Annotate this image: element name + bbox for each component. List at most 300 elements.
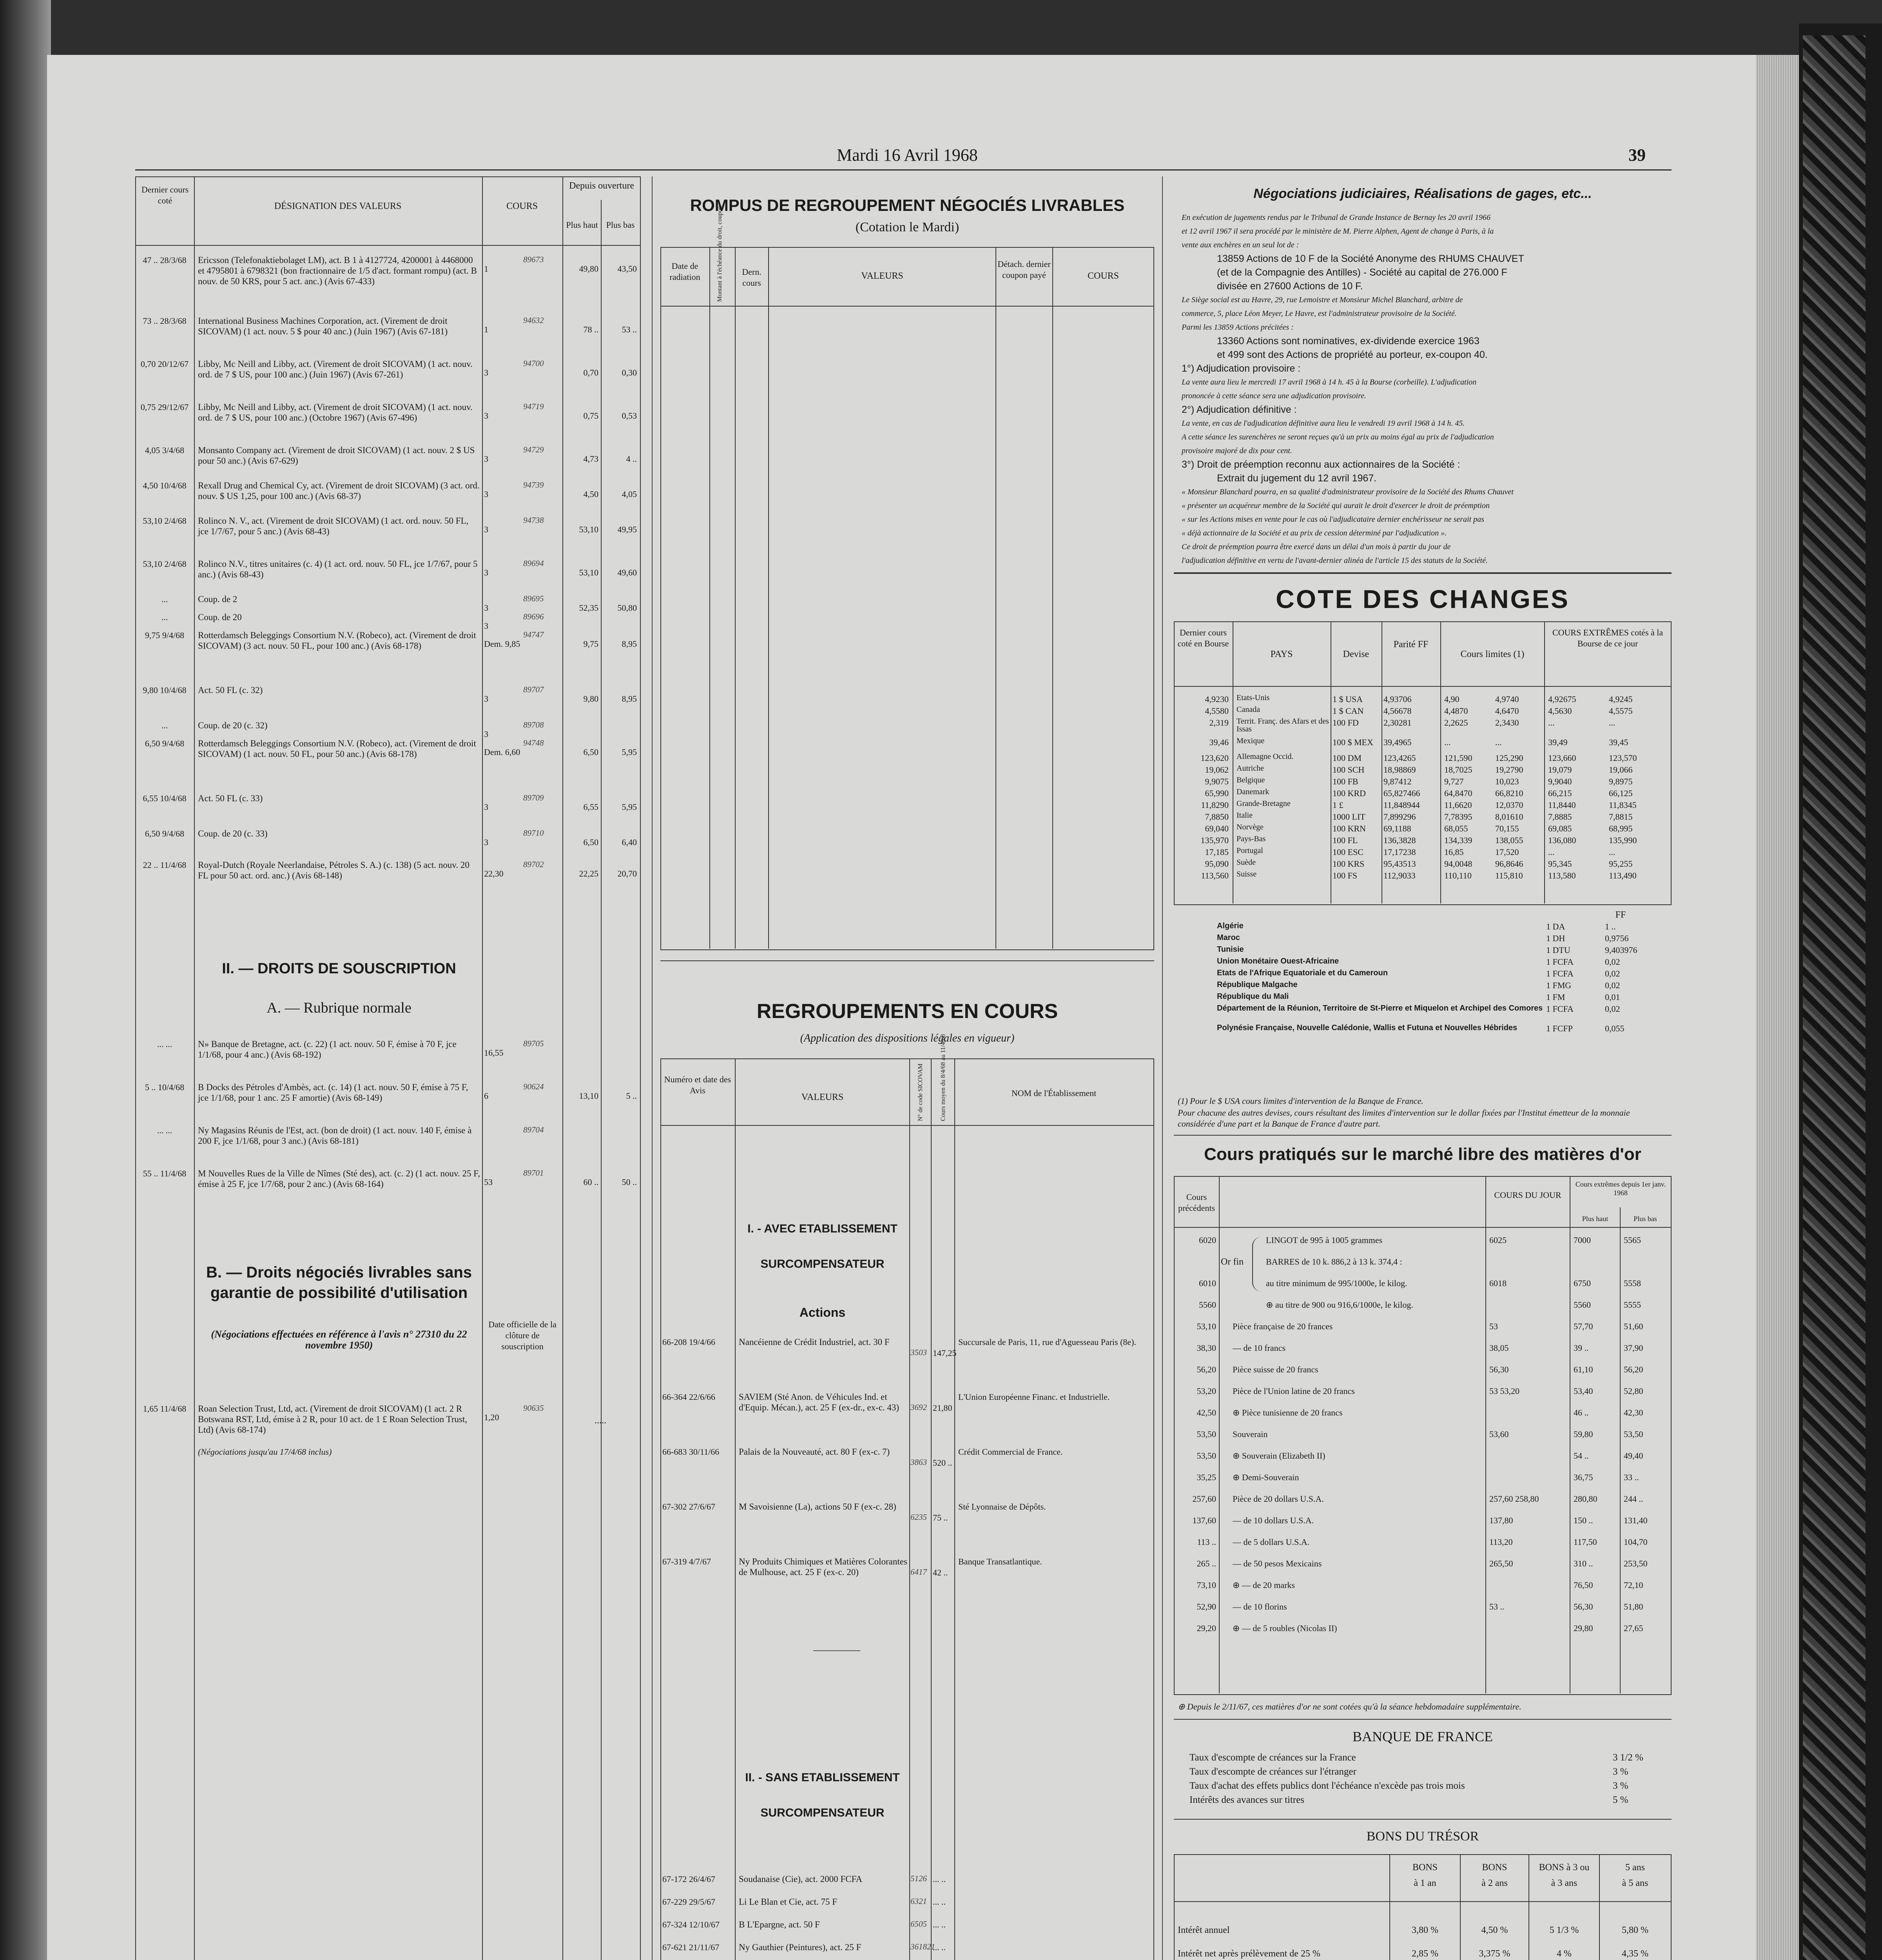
change-limite-bas: 9,727 [1444,777,1464,786]
zone-devise: 1 DA [1546,922,1565,931]
zone-ff: 0,055 [1605,1024,1625,1033]
row-code: 89710 [523,828,544,838]
or-designation: BARRES de 10 k. 886,2 à 13 k. 374,4 : [1266,1257,1402,1267]
bons-value: 4 % [1557,1949,1572,1959]
negociation-line: et 499 sont des Actions de propriété au porteur, ex-coupon 40. [1217,349,1488,360]
or-precedent: 5560 [1199,1300,1216,1310]
rompus-title: ROMPUS DE REGROUPEMENT NÉGOCIÉS LIVRABLES [690,196,1125,214]
or-precedent: 53,50 [1197,1429,1216,1439]
change-ext-2: 95,255 [1609,859,1633,869]
or-plus-haut: 76,50 [1574,1580,1593,1590]
change-ext-1: 9,9040 [1548,777,1572,786]
zone-pays: Tunisie [1217,945,1244,954]
row-cours: 3 [484,524,488,534]
change-dernier: 9,9075 [1205,777,1229,786]
or-jour: 53 .. [1489,1602,1505,1612]
col-plus-bas: Plus bas [606,220,635,230]
or-plus-haut: 61,10 [1574,1365,1593,1374]
or-jour: 53 53,20 [1489,1386,1519,1396]
or-jour: 265,50 [1489,1559,1513,1568]
changes-note-2: Pour chacune des autres devises, cours résultant des limites d'intervention sur le dollar fixées par l'Institut émetteur de la monnaie considérée d'une part et la Banque de France d'autre part. [1178,1108,1630,1129]
row-dernier-cours: 73 .. 28/3/68 [143,316,187,326]
or-plus-bas: 244 .. [1624,1494,1643,1504]
or-plus-haut: 36,75 [1574,1472,1593,1482]
row-code: 94748 [523,738,544,748]
row-plus-haut: 49,80 [579,264,598,274]
or-plus-haut: 5560 [1574,1300,1591,1310]
change-ext-2: ... [1609,847,1615,857]
change-parite: 2,30281 [1383,718,1412,728]
change-parite: 136,3828 [1383,835,1416,845]
negociation-line: Extrait du jugement du 12 avril 1967. [1217,473,1377,484]
row-dernier-cours: ... [161,594,168,604]
negociation-line: et 12 avril 1967 il sera procédé par le ministère de M. Pierre Alphen, Agent de change à Paris, à la [1182,227,1494,236]
or-jour: 6018 [1489,1278,1507,1288]
or-designation: — de 50 pesos Mexicains [1233,1559,1322,1568]
or-plus-bas: 5565 [1624,1235,1641,1245]
row-code: 94719 [523,402,544,411]
regroup-avis: 66-364 22/6/66 [662,1392,716,1402]
change-dernier: 95,090 [1205,859,1229,869]
or-jour: 53,60 [1489,1429,1509,1439]
zone-devise: 1 DTU [1546,945,1570,955]
col-depuis: Depuis ouverture [569,181,634,191]
change-dernier: 2,319 [1209,718,1229,728]
or-designation: LINGOT de 995 à 1005 grammes [1266,1235,1383,1245]
change-devise: 100 DM [1333,753,1362,763]
row-cours: 1 [484,264,488,274]
row-plus-bas: 50,80 [617,603,637,613]
bons-header-line2: à 5 ans [1622,1878,1648,1888]
row-designation: Ericsson (Telefonaktiebolaget LM), act. B 1 à 4127724, 4200001 à 4468000 et 4795801 à 6798321 (bon fractionnaire de 1/5 d'act. formant rompu) (act. B nouv. de 50 KRS, pour 5 act. anc.) (Avis 67-433) [198,255,477,286]
or-plus-bas: 104,70 [1624,1537,1648,1547]
change-devise: 100 FD [1333,718,1359,728]
change-ext-2: 66,125 [1609,788,1633,798]
row-cours: 3 [484,621,488,631]
row-code: 89695 [523,594,544,603]
change-parite: 95,43513 [1383,859,1416,869]
regroup-col-cours: Cours moyen du 8/4/68 au 11/4/68 [940,1034,946,1121]
bons-value: 2,85 % [1412,1949,1438,1959]
zone-ff: 0,02 [1605,969,1620,978]
row-plus-bas: 49,60 [617,568,637,577]
change-limite-haut: 125,290 [1495,753,1523,763]
regroupements-avec-list [660,1337,1154,1611]
or-plus-bas: 37,90 [1624,1343,1643,1353]
zone-pays: République du Mali [1217,992,1289,1001]
or-plus-bas: 56,20 [1624,1365,1643,1374]
zone-pays: Etats de l'Afrique Equatoriale et du Cameroun [1217,969,1388,977]
or-designation: — de 10 francs [1233,1343,1286,1353]
or-plus-bas: 72,10 [1624,1580,1643,1590]
zone-pays: Maroc [1217,933,1240,942]
regroupements-subtitle: (Application des dispositions légales en vigueur) [800,1032,1015,1044]
row-plus-bas: 49,95 [617,524,637,534]
marbled-cover-pattern [1803,35,1866,1960]
row-cours: 53 [484,1177,493,1187]
row-code: 89702 [523,860,544,869]
row-plus-bas: 8,95 [622,694,637,704]
middle-column [660,176,1154,1960]
change-pays: Territ. Franç. des Afars et des Issas [1237,717,1329,733]
negociation-line: Ce droit de préemption pourra être exercé dans un délai d'un mois à partir du jour de [1182,543,1451,551]
change-limite-haut: 66,8210 [1495,788,1523,798]
or-plus-haut: 56,30 [1574,1602,1593,1612]
change-devise: 100 FS [1333,871,1357,880]
row-plus-haut: 52,35 [579,603,598,613]
regroup-avis: 67-229 29/5/67 [662,1897,716,1907]
change-ext-1: 7,8885 [1548,812,1572,822]
row-dernier-cours: ... [161,720,168,730]
rompus-col-cours: COURS [1087,271,1119,281]
change-pays: Belgique [1237,776,1265,784]
row-code: 89673 [523,255,544,264]
section-avec-etablissement: I. - AVEC ETABLISSEMENT SURCOMPENSATEUR [747,1222,897,1270]
or-designation: ⊕ Pièce tunisienne de 20 francs [1233,1408,1343,1417]
row-dernier-cours: 6,50 9/4/68 [145,829,185,838]
row-cours: 1 [484,325,488,334]
row-code: 94700 [523,359,544,368]
negociation-line: 2°) Adjudication définitive : [1182,404,1297,415]
row-plus-haut: 4,73 [583,454,598,464]
row-designation: International Business Machines Corporation, act. (Virement de droit SICOVAM) (1 act. nouv. 5 $ pour 40 anc.) (Juin 1967) (Avis 67-181) [198,316,448,336]
rompus-col-dern: Dern. cours [742,267,762,288]
change-devise: 100 SCH [1333,765,1365,775]
change-limite-haut: 2,3430 [1495,718,1519,728]
negociation-line: Parmi les 13859 Actions précitées : [1182,323,1294,332]
negociation-line: provisoire majoré de dix pour cent. [1182,446,1292,455]
row-code: 94739 [523,480,544,490]
change-limite-bas: 68,055 [1444,824,1468,833]
change-ext-2: 123,570 [1609,753,1637,763]
row-cours: 22,30 [484,869,504,878]
row-cours: Dem. 9,85 [484,639,520,649]
change-ext-2: 19,066 [1609,765,1633,775]
row-cours: 3 [484,802,488,812]
foreign-stock-list [135,255,641,921]
or-jour: 53 [1489,1321,1498,1331]
subsection-b-title: B. — Droits négociés livrables sans garantie de possibilité d'utilisation [206,1264,472,1301]
or-precedent: 53,20 [1197,1386,1216,1396]
or-designation: Pièce suisse de 20 francs [1233,1365,1318,1374]
or-designation: ⊕ Souverain (Elizabeth II) [1233,1451,1325,1461]
right-column [1174,176,1672,1960]
or-plus-bas: 253,50 [1624,1559,1648,1568]
change-ext-1: ... [1548,847,1555,857]
or-plus-haut: 6750 [1574,1278,1591,1288]
bons-title: BONS DU TRÉSOR [1366,1829,1479,1844]
row-plus-bas: 50 .. [622,1177,637,1187]
change-limite-haut: 19,2790 [1495,765,1523,775]
change-dernier: 7,8850 [1205,812,1229,822]
regroup-code: 5126 [910,1874,927,1883]
row-plus-bas: 53 .. [622,325,637,334]
row-designation: Rexall Drug and Chemical Cy, act. (Virement de droit SICOVAM) (3 act. ord. nouv. $ US 1,25, pour 100 anc.) (Avis 68-37) [198,481,480,501]
change-pays: Italie [1237,811,1253,820]
or-precedent: 38,30 [1197,1343,1216,1353]
or-plus-bas: 51,60 [1624,1321,1643,1331]
change-limite-bas: 110,110 [1444,871,1472,880]
or-precedent: 257,60 [1192,1494,1216,1504]
row-designation: Monsanto Company act. (Virement de droit SICOVAM) (1 act. nouv. 2 $ US pour 50 anc.) (Avis 67-629) [198,445,475,466]
row-plus-haut: 6,55 [583,802,598,812]
zone-ff: 9,403976 [1605,945,1637,955]
row-plus-bas: 0,30 [622,368,637,377]
row-code: 94738 [523,515,544,525]
negociation-line: La vente, en cas de l'adjudication définitive aura lieu le vendredi 19 avril 1968 à 14 h. 45. [1182,419,1465,428]
row-code: 94729 [523,445,544,454]
or-plus-haut: 57,70 [1574,1321,1593,1331]
row-plus-haut: 6,50 [583,747,598,757]
change-devise: 100 KRD [1333,788,1366,798]
or-jour: 56,30 [1489,1365,1509,1374]
bons-header-line2: à 3 ans [1551,1878,1577,1888]
row-plus-haut: 0,75 [583,411,598,421]
row-plus-haut: 78 .. [583,325,598,334]
change-ext-1: 4,92675 [1548,694,1576,704]
row-plus-haut: 60 .. [583,1177,598,1187]
change-devise: 1000 LIT [1333,812,1365,822]
zone-ff: 1 .. [1605,922,1616,931]
regroup-cours: 520 .. [933,1458,952,1468]
change-pays: Autriche [1237,764,1264,773]
row-dernier-cours: 6,55 10/4/68 [143,793,187,803]
change-limite-bas: ... [1444,737,1451,747]
negociation-line: (et de la Compagnie des Antilles) - Société au capital de 276.000 F [1217,267,1507,278]
bdf-value: 3 % [1613,1780,1628,1791]
rompus-col-date: Date de radiation [669,261,700,282]
bons-row-label: Intérêt annuel [1178,1925,1230,1935]
or-designation: ⊕ Demi-Souverain [1233,1472,1299,1482]
zone-devise: 1 FCFA [1546,957,1574,967]
zone-pays: Polynésie Française, Nouvelle Calédonie, Wallis et Futuna et Nouvelles Hébrides [1217,1024,1518,1032]
regroupements-title: REGROUPEMENTS EN COURS [756,1000,1058,1023]
change-devise: 100 $ MEX [1333,737,1373,747]
or-precedent: 6020 [1199,1235,1216,1245]
ff-label: FF [1615,910,1626,920]
change-dernier: 11,8290 [1201,800,1229,810]
regroup-valeur: M Savoisienne (La), actions 50 F (ex-c. 28) [739,1502,896,1512]
change-ext-1: 113,580 [1548,871,1576,880]
change-pays: Danemark [1237,788,1269,796]
row-designation: Coup. de 20 (c. 32) [198,720,268,730]
row-code: 94632 [523,316,544,325]
bons-value: 4,50 % [1481,1925,1508,1935]
or-precedent: 35,25 [1197,1472,1216,1482]
row-cours: 3 [484,568,488,577]
change-limite-haut: 4,6470 [1495,706,1519,716]
regroup-valeur: Nancéienne de Crédit Industriel, act. 30 F [739,1337,890,1347]
zone-ff: 0,02 [1605,1004,1620,1014]
bons-value: 3,80 % [1412,1925,1438,1935]
row-dernier-cours: ... [161,612,168,622]
zone-devise: 1 FMG [1546,980,1572,990]
row-dernier-cours: 22 .. 11/4/68 [143,860,187,870]
bdf-title: BANQUE DE FRANCE [1352,1729,1493,1744]
bons-rows [1174,1901,1672,1960]
page-edges [1756,55,1799,1960]
changes-col-limites: Cours limites (1) [1460,649,1525,659]
change-ext-2: 135,990 [1609,835,1637,845]
row-dernier-cours: 1,65 11/4/68 [143,1404,187,1414]
change-limite-haut: 17,520 [1495,847,1519,857]
regroup-cours: ... .. [933,1874,946,1884]
actions-label: Actions [799,1305,846,1319]
negociation-line: commerce, 5, place Léon Meyer, Le Havre, est l'administrateur provisoire de la Société. [1182,309,1457,318]
regroup-avis: 66-208 19/4/66 [662,1337,716,1347]
change-limite-bas: 94,0048 [1444,859,1472,869]
row-designation: Roan Selection Trust, Ltd, act. (Virement de droit SICOVAM) (1 act. 2 R Botswana RST, Ltd, émise à 2 R, pour 10 act. de 1 £ Roan Selection Trust, Ltd) (Avis 68-174) [198,1404,467,1435]
regroup-etab: Crédit Commercial de France. [958,1447,1063,1457]
row-dernier-cours: 53,10 2/4/68 [143,559,187,569]
bons-header-line1: 5 ans [1625,1862,1645,1873]
zone-ff: 0,9756 [1605,933,1629,943]
row-designation: N» Banque de Bretagne, act. (c. 22) (1 act. nouv. 50 F, émise à 70 F, jce 1/1/68, pour 4 anc.) (Avis 68-192) [198,1039,457,1060]
regroupements-sans-list [660,1874,1154,1960]
regroup-valeur: Palais de la Nouveauté, act. 80 F (ex-c. 7) [739,1447,890,1457]
change-limite-bas: 18,7025 [1444,765,1472,775]
change-limite-bas: 16,85 [1444,847,1464,857]
row-designation: Act. 50 FL (c. 33) [198,793,263,803]
or-plus-bas: 5558 [1624,1278,1641,1288]
or-plus-haut: 310 .. [1574,1559,1593,1568]
regroup-avis: 67-319 4/7/67 [662,1557,711,1566]
or-precedent: 73,10 [1197,1580,1216,1590]
subsection-b-note: (Négociations effectuées en référence à l'avis n° 27310 du 22 novembre 1950) [211,1328,467,1351]
bdf-label: Taux d'escompte de créances sur la France [1189,1752,1356,1763]
zone-devise: 1 FCFA [1546,1004,1574,1014]
row-dernier-cours: 47 .. 28/3/68 [143,255,187,265]
negociation-line: « Monsieur Blanchard pourra, en sa qualité d'administrateur provisoire de la Société des Rhums Chauvet [1182,488,1514,496]
row-plus-haut: 13,10 [579,1091,598,1101]
or-col-jour: COURS DU JOUR [1494,1190,1561,1200]
row-designation: Rotterdamsch Beleggings Consortium N.V. (Robeco), act. (Virement de droit SICOVAM) (3 act. nouv. 50 FL, pour 100 anc.) (Avis 68-178) [198,630,476,651]
or-precedent: 265 .. [1197,1559,1216,1568]
newspaper-page [135,141,1672,1960]
or-jour: 6025 [1489,1235,1507,1245]
regroup-etab: L'Union Européenne Financ. et Industrielle. [958,1392,1110,1402]
col-designation: DÉSIGNATION DES VALEURS [274,201,402,211]
change-parite: 69,1188 [1383,824,1411,833]
change-devise: 1 $ USA [1333,694,1363,704]
row-designation: B Docks des Pétroles d'Ambès, act. (c. 14) (1 act. nouv. 50 F, émise à 75 F, jce 1/1/68, pour 1 anc. 25 F amortie) (Avis 68-149) [198,1082,468,1103]
regroup-valeur: Ny Produits Chimiques et Matières Colorantes de Mulhouse, act. 25 F (ex-c. 20) [739,1557,907,1577]
row-code: 89705 [523,1039,544,1048]
regroup-avis: 67-172 26/4/67 [662,1874,716,1884]
or-fin-label: Or fin [1221,1257,1244,1267]
row-plus-haut: 0,70 [583,368,598,377]
row-cours: 3 [484,489,488,499]
bons-row-label: Intérêt net après prélèvement de 25 % [1178,1949,1320,1959]
row-cours: 3 [484,837,488,847]
change-limite-haut: 10,023 [1495,777,1519,786]
bons-value: 3,375 % [1479,1949,1510,1959]
regroup-code: 6505 [910,1919,927,1929]
regroup-col-avis: Numéro et date des Avis [664,1074,731,1095]
or-plus-bas: 52,80 [1624,1386,1643,1396]
or-designation: — de 5 dollars U.S.A. [1233,1537,1310,1547]
or-precedent: 113 .. [1197,1537,1216,1547]
row-plus-haut: 4,50 [583,489,598,499]
change-ext-1: 11,8440 [1548,800,1576,810]
row-code: 89694 [523,559,544,568]
change-parite: 11,848944 [1383,800,1420,810]
regroup-code: 6417 [910,1567,927,1577]
change-parite: 65,827466 [1383,788,1420,798]
negociation-line: En exécution de jugements rendus par le Tribunal de Grande Instance de Bernay les 20 avril 1966 [1182,213,1490,222]
row-code: 89709 [523,793,544,802]
negociation-line: « présenter un acquéreur membre de la Société qui aurait le droit d'exercer le droit de préemption [1182,501,1490,510]
changes-col-devise: Devise [1343,649,1369,659]
or-plus-haut: 54 .. [1574,1451,1589,1461]
change-ext-2: 9,8975 [1609,777,1633,786]
row-dernier-cours: ... ... [157,1125,172,1135]
page-number: 39 [1628,145,1646,165]
negociation-line: A cette séance les surenchères ne seront reçues qu'à un prix au moins égal au prix de l'adjudication [1182,433,1494,441]
col-cours: COURS [506,201,538,211]
row-dernier-cours: 53,10 2/4/68 [143,516,187,526]
change-parite: 18,98869 [1383,765,1416,775]
droits-sans-garantie-list [135,1403,641,1482]
row-dernier-cours: 0,75 29/12/67 [140,402,189,412]
row-plus-haut: 22,25 [579,869,598,878]
zone-pays: République Malgache [1217,980,1298,989]
or-jour: 137,80 [1489,1515,1513,1525]
bdf-label: Taux d'escompte de créances sur l'étranger [1189,1766,1356,1777]
regroup-code: 6235 [910,1512,927,1522]
regroup-col-code: N° de code SICOVAM [917,1063,924,1121]
row-code: 89708 [523,720,544,730]
or-designation: Pièce française de 20 frances [1233,1321,1333,1331]
row-dernier-cours: 6,50 9/4/68 [145,739,185,748]
negociations-title: Négociations judiciaires, Réalisations de gages, etc... [1253,186,1592,201]
left-column [135,176,641,1960]
bons-headers [1174,1858,1672,1897]
or-plus-bas: 42,30 [1624,1408,1643,1417]
change-limite-haut: ... [1495,737,1502,747]
change-ext-1: 136,080 [1548,835,1576,845]
zone-pays: Département de la Réunion, Territoire de St-Pierre et Miquelon et Archipel des Comores [1217,1004,1543,1013]
negociation-line: divisée en 27600 Actions de 10 F. [1217,281,1363,292]
row-cours: 3 [484,368,488,377]
regroup-avis: 67-324 12/10/67 [662,1920,720,1929]
section-droits-title: II. — DROITS DE SOUSCRIPTION [222,960,456,977]
bons-value: 5 1/3 % [1549,1925,1579,1935]
change-limite-bas: 64,8470 [1444,788,1472,798]
zone-devise: 1 FCFA [1546,969,1574,978]
regroup-code: 3503 [910,1348,927,1357]
regroup-cours: 75 .. [933,1513,948,1523]
changes-note-1: (1) Pour le $ USA cours limites d'intervention de la Banque de France. [1178,1096,1423,1106]
zone-devise: 1 FCFP [1546,1024,1573,1033]
zone-ff: 0,02 [1605,957,1620,967]
page-date: Mardi 16 Avril 1968 [837,145,978,165]
or-precedent: 53,10 [1197,1321,1216,1331]
change-parite: 7,899296 [1383,812,1416,822]
change-ext-2: 4,5575 [1609,706,1633,716]
change-dernier: 123,620 [1200,753,1229,763]
row-plus-bas: 5,95 [622,747,637,757]
change-limite-bas: 11,6620 [1444,800,1472,810]
or-plus-haut: 39 .. [1574,1343,1589,1353]
change-ext-2: 11,8345 [1609,800,1637,810]
change-parite: 17,17238 [1383,847,1416,857]
regroup-etab: Succursale de Paris, 11, rue d'Aguesseau Paris (8e). [958,1337,1137,1347]
change-pays: Suède [1237,858,1256,867]
row-code: 90635 [523,1403,544,1413]
row-cours: 3 [484,411,488,421]
change-limite-haut: 115,810 [1495,871,1523,880]
